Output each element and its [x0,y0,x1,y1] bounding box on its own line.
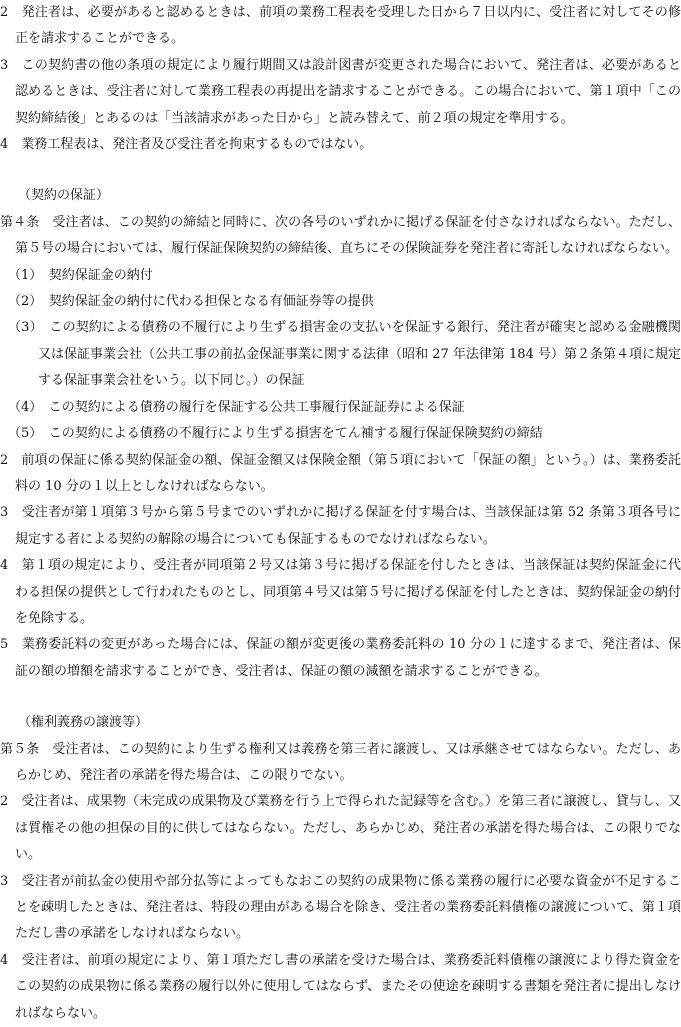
article-5-paragraph-3: 3 受注者が前払金の使用や部分払等によってもなおこの契約の成果物に係る業務の履行に必要な資金が不足することを疎明したときは、発注者は、特段の理由がある場合を除き、受注者の業務委託料債権の譲渡について、第１項ただし書の承諾をしなければならない。 [0,873,681,942]
paragraph-4: 4 業務工程表は、発注者及び受注者を拘束するものではない。 [0,137,373,153]
article-4-paragraph-5: 5 業務委託料の変更があった場合には、保証の額が変更後の業務委託料の 10 分の１に達するまで、発注者は、保証の額の増額を請求することができ、受注者は、保証の額の減額を請求することができる。 [0,637,681,679]
article-5-text: 第５条 受注者は、この契約により生ずる権利又は義務を第三者に譲渡し、又は承継させてはならない。ただし、あらかじめ、発注者の承諾を得た場合は、この限りでない。 [0,741,681,783]
article-5-paragraph-2: 2 受注者は、成果物（未完成の成果物及び業務を行う上で得られた記録等を含む。）を第三者に譲渡し、貸与し、又は質権その他の担保の目的に供してはならない。ただし、あらかじめ、発注者の承諾を得た場合は、この限りでない。 [0,794,681,863]
article-4-item-1: （1） 契約保証金の納付 [8,267,153,283]
article-4-paragraph-3: 3 受注者が第１項第３号から第５号までのいずれかに掲げる保証を付す場合は、当該保証は第 52 条第３項各号に規定する者による契約の解除の場合についても保証するものでなければならない。 [0,505,681,547]
article-4-item-5: （5） この契約による債務の不履行により生ずる損害をてん補する履行保証保険契約の締結 [8,426,543,442]
paragraph-2: 2 発注者は、必要があると認めるときは、前項の業務工程表を受理した日から７日以内に、受注者に対してその修正を請求することができる。 [0,5,681,47]
article-4-paragraph-2: 2 前項の保証に係る契約保証金の額、保証金額又は保険金額（第５項において「保証の額」という。）は、業務委託料の 10 分の１以上としなければならない。 [0,452,681,494]
article-4-item-4: （4） この契約による債務の履行を保証する公共工事履行保証証券による保証 [8,399,465,415]
article-4-heading: （契約の保証） [18,188,110,204]
paragraph-3: 3 この契約書の他の条項の規定により履行期間又は設計図書が変更された場合において、発注者は、必要があると認めるときは、受注者に対して業務工程表の再提出を請求することができる。この場合において、第１項中「この契約締結後」とあるのは「当該請求があった日から」と読み替えて、前２項の規定を準用する。 [0,57,681,126]
article-5-paragraph-4: 4 受注者は、前項の規定により、第１項ただし書の承諾を受けた場合は、業務委託料債権の譲渡により得た資金をこの契約の成果物に係る業務の履行以外に使用してはならず、またその使途を疎明する書類を発注者に提出しなければならない。 [0,952,681,1021]
section-gap [0,158,681,183]
article-4-item-2: （2） 契約保証金の納付に代わる担保となる有価証券等の提供 [8,294,374,310]
section-gap [0,685,681,710]
article-4-text: 第４条 受注者は、この契約の締結と同時に、次の各号のいずれかに掲げる保証を付さなければならない。ただし、第５号の場合においては、履行保証保険契約の締結後、直ちにその保険証券を発注者に寄託しなければならない。 [0,214,681,257]
article-5-heading: （権利義務の譲渡等） [18,715,149,731]
article-4-paragraph-4: 4 第１項の規定により、受注者が同項第２号又は第３号に掲げる保証を付したときは、当該保証は契約保証金に代わる担保の提供として行われたものとし、同項第４号又は第５号に掲げる保証を付したときは、契約保証金の納付を免除する。 [0,558,681,626]
article-4-item-3: （3） この契約による債務の不履行により生ずる損害金の支払いを保証する銀行、発注者が確実と認める金融機関又は保証事業会社（公共工事の前払金保証事業に関する法律（昭和 27 年法律第 184 号）第２条第４項に規定する保証事業会社をいう。以下同じ。）の保証 [8,320,681,389]
